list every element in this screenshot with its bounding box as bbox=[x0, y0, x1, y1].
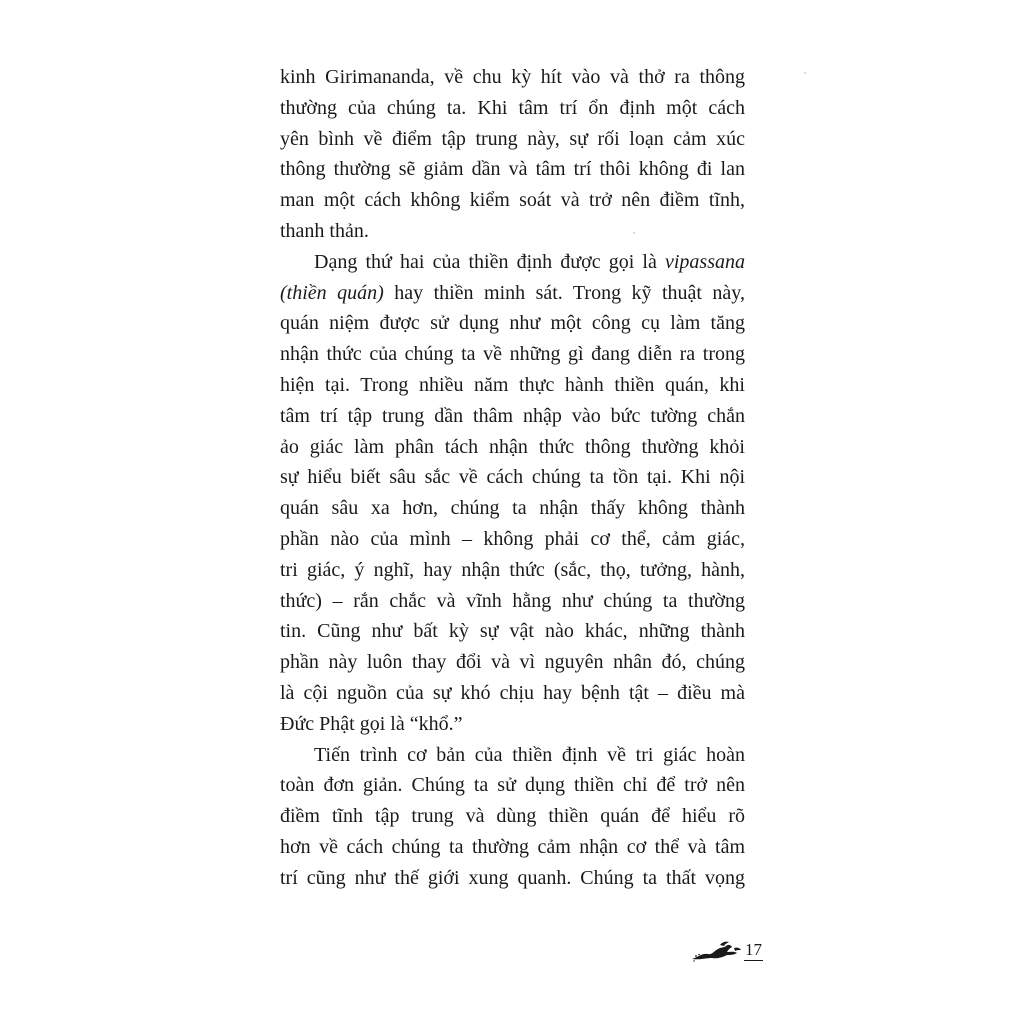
text-run: tin. Cũng như bất kỳ sự vật nào khác, những thành bbox=[280, 620, 745, 643]
italic-term: (thiền quán) bbox=[280, 281, 384, 304]
text-run: kinh Girimananda, về chu kỳ hít vào và thở ra thông bbox=[280, 66, 745, 88]
text-run: trí cũng như thế giới xung quanh. Chúng ta thất vọng bbox=[280, 866, 745, 889]
italic-term: vipassana bbox=[665, 250, 745, 273]
text-line bbox=[280, 678, 745, 709]
text-run: ảo giác làm phân tách nhận thức thông thường khỏi bbox=[280, 435, 745, 458]
text-run: thông thường sẽ giảm dần và tâm trí thôi không đi lan bbox=[280, 158, 745, 181]
text-line bbox=[280, 124, 745, 155]
text-line bbox=[280, 740, 745, 771]
text-line bbox=[280, 308, 745, 339]
text-run: yên bình về điểm tập trung này, sự rối loạn cảm xúc bbox=[280, 127, 745, 150]
text-run: man một cách không kiểm soát và trở nên điềm tĩnh, bbox=[280, 189, 745, 212]
text-run: tri giác, ý nghĩ, hay nhận thức (sắc, thọ, tưởng, hành, bbox=[280, 558, 745, 581]
text-run: sự hiểu biết sâu sắc về cách chúng ta tồn tại. Khi nội bbox=[280, 466, 745, 489]
text-line bbox=[280, 185, 745, 216]
text-line bbox=[280, 401, 745, 432]
text-run: hay thiền minh sát. Trong kỹ thuật này, bbox=[383, 281, 746, 304]
text-line bbox=[280, 462, 745, 493]
text-run: Tiến trình cơ bản của thiền định về tri giác hoàn bbox=[314, 743, 745, 766]
text-line bbox=[280, 801, 745, 832]
body-text bbox=[280, 62, 745, 894]
bird-ornament-icon bbox=[690, 939, 742, 963]
text-run: nhận thức của chúng ta về những gì đang diễn ra trong bbox=[280, 343, 745, 366]
text-line bbox=[280, 339, 745, 370]
text-line bbox=[280, 154, 745, 185]
text-line bbox=[280, 216, 745, 247]
text-line bbox=[280, 647, 745, 678]
text-run: thường của chúng ta. Khi tâm trí ổn định một cách bbox=[280, 96, 745, 119]
text-run: Đức Phật gọi là “khổ.” bbox=[280, 712, 463, 735]
text-run: quán sâu xa hơn, chúng ta nhận thấy không thành bbox=[280, 497, 745, 520]
text-line bbox=[280, 616, 745, 647]
paper-speck bbox=[804, 72, 806, 74]
text-run: phần này luôn thay đổi và vì nguyên nhân đó, chúng bbox=[280, 651, 745, 674]
text-run: hơn về cách chúng ta thường cảm nhận cơ thể và tâm bbox=[280, 835, 745, 858]
text-run: tâm trí tập trung dần thâm nhập vào bức tường chắn bbox=[280, 404, 745, 427]
text-line bbox=[280, 555, 745, 586]
text-line bbox=[280, 62, 745, 93]
text-line bbox=[280, 832, 745, 863]
text-run: quán niệm được sử dụng như một công cụ làm tăng bbox=[280, 312, 745, 335]
text-line bbox=[280, 586, 745, 617]
text-line bbox=[280, 247, 745, 278]
text-line bbox=[280, 93, 745, 124]
page-number: 17 bbox=[745, 940, 762, 959]
paper-speck bbox=[633, 232, 635, 234]
text-run: là cội nguồn của sự khó chịu hay bệnh tật – điều mà bbox=[280, 681, 745, 704]
text-run: điềm tĩnh tập trung và dùng thiền quán để hiểu rõ bbox=[280, 805, 745, 828]
text-line bbox=[280, 709, 745, 740]
text-run: thanh thản. bbox=[280, 219, 369, 242]
text-line bbox=[280, 278, 745, 309]
text-line bbox=[280, 770, 745, 801]
text-line bbox=[280, 863, 745, 894]
text-line bbox=[280, 524, 745, 555]
text-line bbox=[280, 432, 745, 463]
text-line bbox=[280, 370, 745, 401]
text-run: hiện tại. Trong nhiều năm thực hành thiền quán, khi bbox=[280, 373, 745, 396]
page-footer bbox=[690, 936, 770, 966]
text-run: toàn đơn giản. Chúng ta sử dụng thiền chỉ để trở nên bbox=[280, 774, 745, 797]
text-run: phần nào của mình – không phải cơ thể, cảm giác, bbox=[280, 527, 745, 550]
text-run: thức) – rắn chắc và vĩnh hằng như chúng ta thường bbox=[280, 589, 745, 612]
text-run: Dạng thứ hai của thiền định được gọi là bbox=[314, 250, 665, 273]
text-line bbox=[280, 493, 745, 524]
